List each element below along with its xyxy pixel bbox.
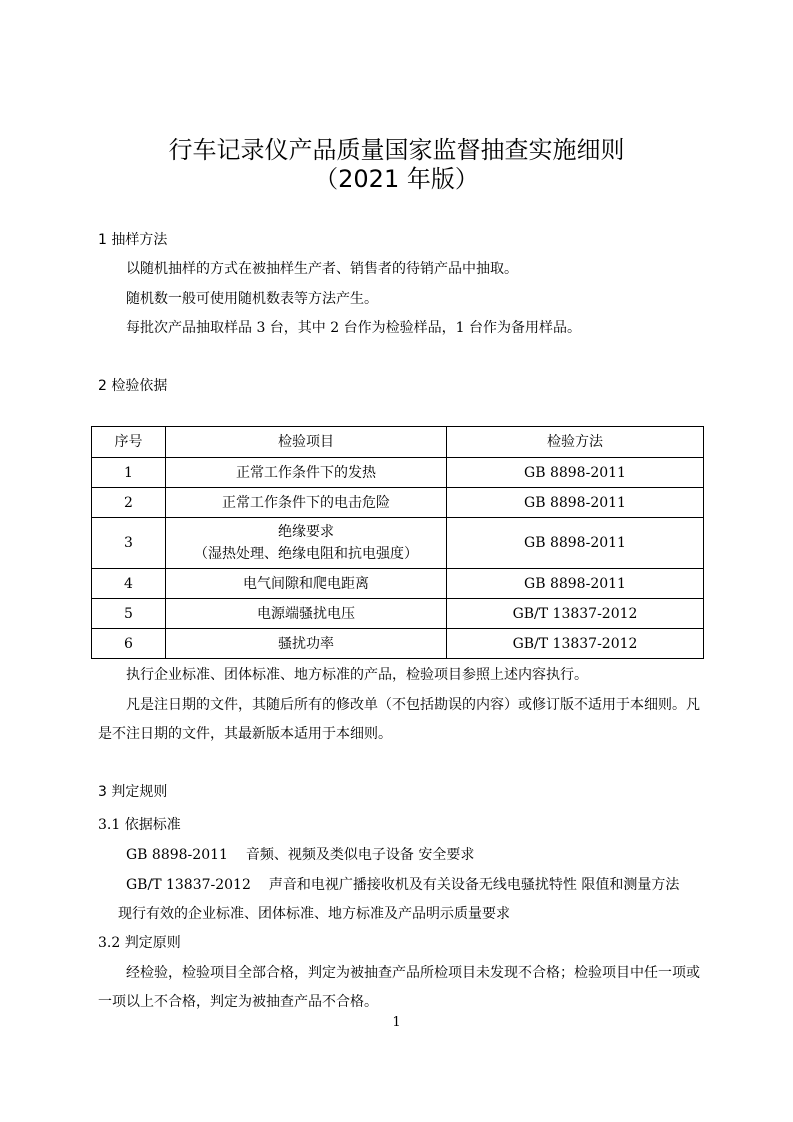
standard-code: GB/T 13837-2012 — [126, 877, 251, 893]
table-row — [92, 629, 704, 659]
document-edition: （2021 年版） — [314, 165, 479, 193]
document-title: 行车记录仪产品质量国家监督抽查实施细则 — [168, 136, 625, 164]
table-row — [92, 569, 704, 599]
row-method: GB 8898-2011 — [447, 458, 704, 488]
subsection-3-1-heading: 3.1 依据标准 — [98, 817, 181, 833]
row-method: GB/T 13837-2012 — [447, 599, 704, 629]
judgment-principle-continued: 一项以上不合格，判定为被抽查产品不合格。 — [98, 994, 378, 1010]
standard-code: GB 8898-2011 — [126, 847, 228, 863]
section1-paragraph: 每批次产品抽取样品 3 台，其中 2 台作为检验样品，1 台作为备用样品。 — [126, 320, 581, 336]
row-item: 电源端骚扰电压 — [166, 599, 447, 629]
column-header-item: 检验项目 — [166, 427, 447, 458]
standard-title: 音频、视频及类似电子设备 安全要求 — [245, 847, 475, 863]
row-number: 1 — [92, 458, 166, 488]
row-method: GB 8898-2011 — [447, 518, 704, 569]
page-number: 1 — [392, 1015, 401, 1030]
column-header-method: 检验方法 — [447, 427, 704, 458]
table-header-row — [92, 427, 704, 458]
section1-heading: 1 抽样方法 — [98, 232, 168, 248]
row-method: GB/T 13837-2012 — [447, 629, 704, 659]
row-number: 5 — [92, 599, 166, 629]
row-item-detail: （湿热处理、绝缘电阻和抗电强度） — [194, 546, 418, 562]
section1-paragraph: 随机数一般可使用随机数表等方法产生。 — [126, 291, 378, 307]
row-number: 2 — [92, 488, 166, 518]
judgment-principle: 经检验，检验项目全部合格，判定为被抽查产品所检项目未发现不合格；检验项目中任一项或 — [126, 965, 700, 981]
table-row — [92, 599, 704, 629]
row-item: 骚扰功率 — [166, 629, 447, 659]
standard-title: 声音和电视广播接收机及有关设备无线电骚扰特性 限值和测量方法 — [268, 877, 680, 893]
row-item: 正常工作条件下的发热 — [166, 458, 447, 488]
section3-heading: 3 判定规则 — [98, 784, 168, 800]
section2-heading: 2 检验依据 — [98, 378, 168, 394]
section1-paragraph: 以随机抽样的方式在被抽样生产者、销售者的待销产品中抽取。 — [126, 261, 518, 277]
column-header-number: 序号 — [92, 427, 166, 458]
standard-extra: 现行有效的企业标准、团体标准、地方标准及产品明示质量要求 — [118, 906, 510, 922]
section2-note: 凡是注日期的文件，其随后所有的修改单（不包括勘误的内容）或修订版不适用于本细则。凡 — [126, 697, 700, 713]
table-row — [92, 518, 704, 569]
standard-entry — [126, 846, 474, 864]
row-number: 6 — [92, 629, 166, 659]
row-number: 4 — [92, 569, 166, 599]
row-item-multiline — [166, 518, 447, 569]
table-row — [92, 488, 704, 518]
row-item: 正常工作条件下的电击危险 — [166, 488, 447, 518]
row-item: 电气间隙和爬电距离 — [166, 569, 447, 599]
inspection-table — [91, 426, 704, 659]
row-method: GB 8898-2011 — [447, 569, 704, 599]
row-method: GB 8898-2011 — [447, 488, 704, 518]
row-item: 绝缘要求 — [278, 524, 334, 540]
subsection-3-2-heading: 3.2 判定原则 — [98, 935, 181, 951]
row-number: 3 — [92, 518, 166, 569]
section2-note-continued: 是不注日期的文件，其最新版本适用于本细则。 — [98, 726, 392, 742]
standard-entry — [126, 876, 679, 894]
section2-note: 执行企业标准、团体标准、地方标准的产品，检验项目参照上述内容执行。 — [126, 667, 588, 683]
table-row — [92, 458, 704, 488]
